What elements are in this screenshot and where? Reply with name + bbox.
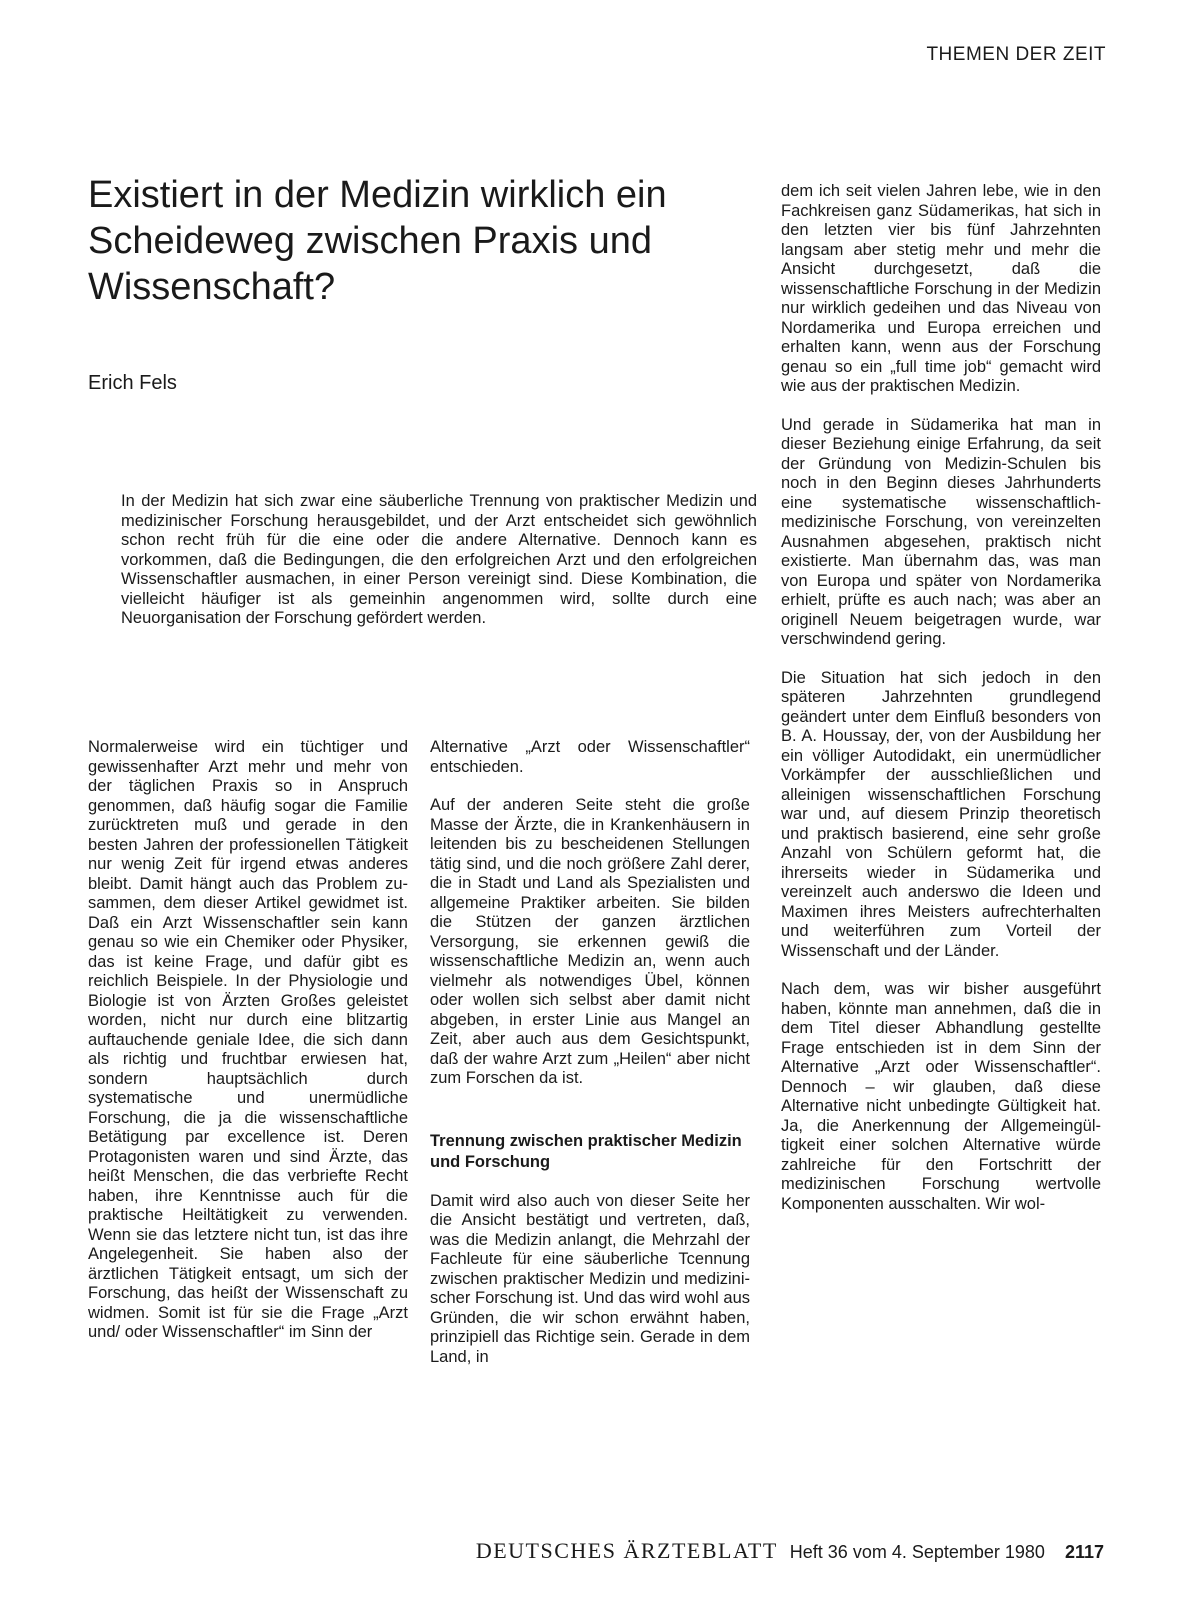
column-middle bbox=[430, 738, 750, 1386]
paragraph: Nach dem, was wir bisher ausgeführt haben, könnte man annehmen, daß die in dem Titel dieser Abhandlung gestellte Frage entschieden ist in dem Sinn der Alternative „Arzt oder Wissenschaftler“. Dennoch – wir glauben, daß diese Alternative nicht unbedingte Gültigkeit hat. Ja, die Anerkennung der Allgemeingültigkeit einer solchen Alternative würde zahlreiche für den Fortschritt der medizinischen Forschung wertvolle Komponenten ausschalten. Wir wol- bbox=[781, 980, 1101, 1213]
article-title: Existiert in der Medizin wirklich ein Scheideweg zwischen Praxis und Wissenschaft? bbox=[88, 174, 667, 308]
article-author: Erich Fels bbox=[88, 372, 177, 394]
paragraph: Alternative „Arzt oder Wissenschaftler“ entschieden. bbox=[430, 738, 750, 776]
paragraph: Die Situation hat sich jedoch in den späteren Jahrzehnten grundlegend geändert unter dem Einfluß besonders von B. A. Houssay, der, von der Ausbildung her ein völliger Autodidakt, ein unermüdlicher Vorkämpfer der ausschließlichen und alleinigen wissenschaftlichen Forschung war und, auf diesem Prinzip theoretisch und praktisch basierend, eine sehr große Anzahl von Schülern geformt hat, die ihrerseits wieder in Südamerika und vereinzelt auch anderswo die Ideen und Maximen ihres Meisters aufrechterhalten und weiterführen zum Vorteil der Wissenschaft und der Länder. bbox=[781, 668, 1101, 960]
issue-info: Heft 36 vom 4. September 1980 bbox=[789, 1542, 1045, 1562]
journal-name: DEUTSCHES ÄRZTEBLATT bbox=[475, 1538, 778, 1563]
paragraph: Und gerade in Südamerika hat man in dieser Beziehung einige Erfahrung, da seit der Gründung von Medizin-Schulen bis noch in den Beginn dieses Jahrhunderts eine systematische wissenschaftlich-medizinische Forschung, von vereinzelten Ausnahmen abgesehen, praktisch nicht existierte. Man übernahm das, was man von Europa und später von Nordamerika erhielt, prüfte es auch nach; was aber an originell Neuem beigetragen wurde, war verschwindend gering. bbox=[781, 415, 1101, 648]
page-footer bbox=[476, 1538, 1104, 1564]
subheading: Trennung zwischen praktischer Medizin und Forschung bbox=[430, 1131, 742, 1171]
section-header: THEMEN DER ZEIT bbox=[926, 44, 1106, 65]
paragraph: Normalerweise wird ein tüchtiger und gewissenhafter Arzt mehr und mehr von der täglichen Praxis so in Anspruch genommen, daß häufig sogar die Familie zurücktreten muß und gerade in den besten Jahren der professionellen Tätigkeit nur wenig Zeit für irgend etwas anderes bleibt. Damit hängt auch das Problem zusammen, dem dieser Artikel gewidmet ist. Daß ein Arzt Wissenschaftler sein kann genau so wie ein Chemiker oder Physiker, das ist keine Frage, und dafür gibt es reichlich Beispiele. In der Physiologie und Biologie ist von Ärzten Großes geleistet worden, nicht nur durch eine blitzartig auftauchende geniale Idee, die sich dann als richtig und fruchtbar erwiesen hat, sondern hauptsächlich durch systematische und unermüdliche Forschung, die ja die wissenschaftliche Betätigung par excellence ist. Deren Protagonisten waren und sind Ärzte, das heißt Menschen, die das verbriefte Recht haben, ihre Kenntnisse auch für die praktische Heiltätigkeit zu verwenden. Wenn sie das letztere nicht tun, ist das ihre Angelegenheit. Sie haben also der ärztlichen Tätigkeit entsagt, um sich der Forschung, das heißt der Wissenschaft zu widmen. Somit ist für sie die Frage „Arzt und/ oder Wissenschaftler“ im Sinn der bbox=[88, 738, 408, 1341]
column-left bbox=[88, 738, 408, 1362]
column-right bbox=[781, 182, 1101, 1233]
paragraph: Damit wird also auch von dieser Seite her die Ansicht bestätigt und vertreten, daß, was die Medizin anlangt, die Mehrzahl der Fachleute für eine säuberliche Tcennung zwischen praktischer Medizin und medizinischer Forschung ist. Und das wird wohl aus Gründen, die wir schon erwähnt haben, prinzipiell das Richtige sein. Gerade in dem Land, in bbox=[430, 1191, 750, 1366]
article-abstract: In der Medizin hat sich zwar eine säuberliche Trennung von praktischer Medizin und medizinischer Forschung herausgebildet, und der Arzt entscheidet sich gewöhnlich schon recht früh für die eine oder die andere Alternative. Dennoch kann es vorkommen, daß die Bedingungen, die den erfolgreichen Arzt und den erfolgreichen Wissenschaftler ausmachen, in einer Person vereinigt sind. Diese Kombination, die vielleicht häufiger ist als gemeinhin angenommen wird, sollte durch eine Neuorganisation der Forschung gefördert werden. bbox=[121, 492, 757, 627]
paragraph: Auf der anderen Seite steht die große Masse der Ärzte, die in Krankenhäusern in leitenden bis zu bescheidenen Stellungen tätig sind, und die noch größere Zahl derer, die in Stadt und Land als Spezialisten und allgemeine Praktiker arbeiten. Sie bilden die Stützen der ganzen ärztlichen Versorgung, sie erkennen gewiß die wissenschaftliche Medizin an, wenn auch vielmehr als notwendiges Übel, können oder wollen sich selbst aber damit nicht abgeben, in erster Linie aus Mangel an Zeit, aber auch aus dem Gesichtspunkt, daß der wahre Arzt zum „Heilen“ aber nicht zum Forschen da ist. bbox=[430, 796, 750, 1087]
page-number: 2117 bbox=[1064, 1542, 1104, 1562]
paragraph: dem ich seit vielen Jahren lebe, wie in den Fachkreisen ganz Südamerikas, hat sich in den letzten vier bis fünf Jahrzehnten langsam aber stetig mehr und mehr die Ansicht durchgesetzt, daß die wissenschaftliche Forschung in der Medizin nur wirklich gedeihen und das Niveau von Nordamerika und Europa erreichen und erhalten kann, wenn aus der Forschung genau so ein „full time job“ gemacht wird wie aus der praktischen Medizin. bbox=[781, 182, 1101, 395]
